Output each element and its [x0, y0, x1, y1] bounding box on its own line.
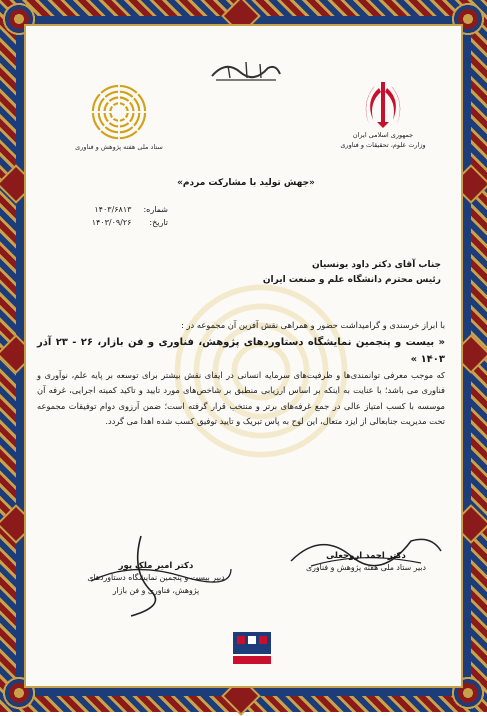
- research-week-logo: [64, 83, 174, 151]
- letter-date-value: ۱۴۰۳/۰۹/۲۶: [91, 218, 132, 227]
- signature-block-exhibition: [71, 531, 241, 651]
- certificate-paper: [24, 24, 463, 688]
- exhibition-title: « بیست و پنجمین نمایشگاه دستاوردهای پژوهش، فناوری و فن بازار، ۲۶ - ۲۳ آذر ۱۴۰۳ »: [37, 336, 445, 365]
- letter-number-label: شماره:: [143, 205, 168, 214]
- slogan: «جهش تولید با مشارکت مردم»: [177, 178, 315, 188]
- letter-number-value: ۱۴۰۳/۶۸۱۳: [94, 205, 132, 214]
- letter-date-row: [68, 216, 168, 229]
- letter-date-label: تاریخ:: [149, 218, 168, 227]
- bismillah-calligraphy-icon: [206, 54, 286, 86]
- ministry-caption-line-2: وزارت علوم، تحقیقات و فناوری: [340, 141, 426, 149]
- signer-title-line-2: پژوهش، فناوری و فن بازار: [112, 586, 200, 595]
- body-intro: با ابراز خرسندی و گرامیداشت حضور و همراهی نقش آفرین آن مجموعه در :: [181, 320, 445, 330]
- certificate-body: [37, 318, 445, 430]
- addressee-name: جناب آقای دکتر داود یونسیان: [311, 260, 441, 270]
- ministry-logo: [318, 78, 448, 150]
- signer-title: دبیر ستاد ملی هفته پژوهش و فناوری: [306, 563, 426, 572]
- signer-name: دکتر احمد اروجعلی: [326, 551, 406, 561]
- addressee: [41, 258, 441, 288]
- sun-logo-icon: [90, 83, 148, 141]
- letter-meta: [68, 203, 168, 229]
- signer-title-line-1: دبیر بیست و پنجمین نمایشگاه دستاوردهای: [87, 573, 225, 582]
- letter-number-row: [68, 203, 168, 216]
- left-logo-caption: ستاد ملی هفته پژوهش و فناوری: [75, 143, 163, 151]
- addressee-position: رئیس محترم دانشگاه علم و صنعت ایران: [262, 275, 441, 285]
- iran-emblem-icon: [359, 78, 407, 130]
- exhibition-logo-icon: [229, 628, 275, 668]
- body-paragraph: که موجب معرفی توانمندی‌ها و ظرفیت‌های سرمایه انسانی در ایفای نقش بیشتر برای توسعه بر پایه علم، نوآوری و فناوری می باشد؛ با عنایت به اینکه بر اساس ارزیابی منطبق بر شاخص‌های مورد تایید و تاکید کمیته اجرایی، غرفه آن موسسه با کسب امتیاز عالی در جمع غرفه‌های برتر و منتخب قرار گرفته است؛ ضمن آرزوی دوام توفیقات مجموعه تحت مدیریت جنابعالی از ایزد متعال، این لوح به پاس تبریک و تایید توفیق کسب شده اهدا می گردد.: [37, 369, 445, 426]
- signature-block-secretary: [281, 521, 451, 611]
- signer-name: دکتر امیر ملک پور: [118, 561, 194, 571]
- ministry-caption-line-1: جمهوری اسلامی ایران: [352, 131, 414, 139]
